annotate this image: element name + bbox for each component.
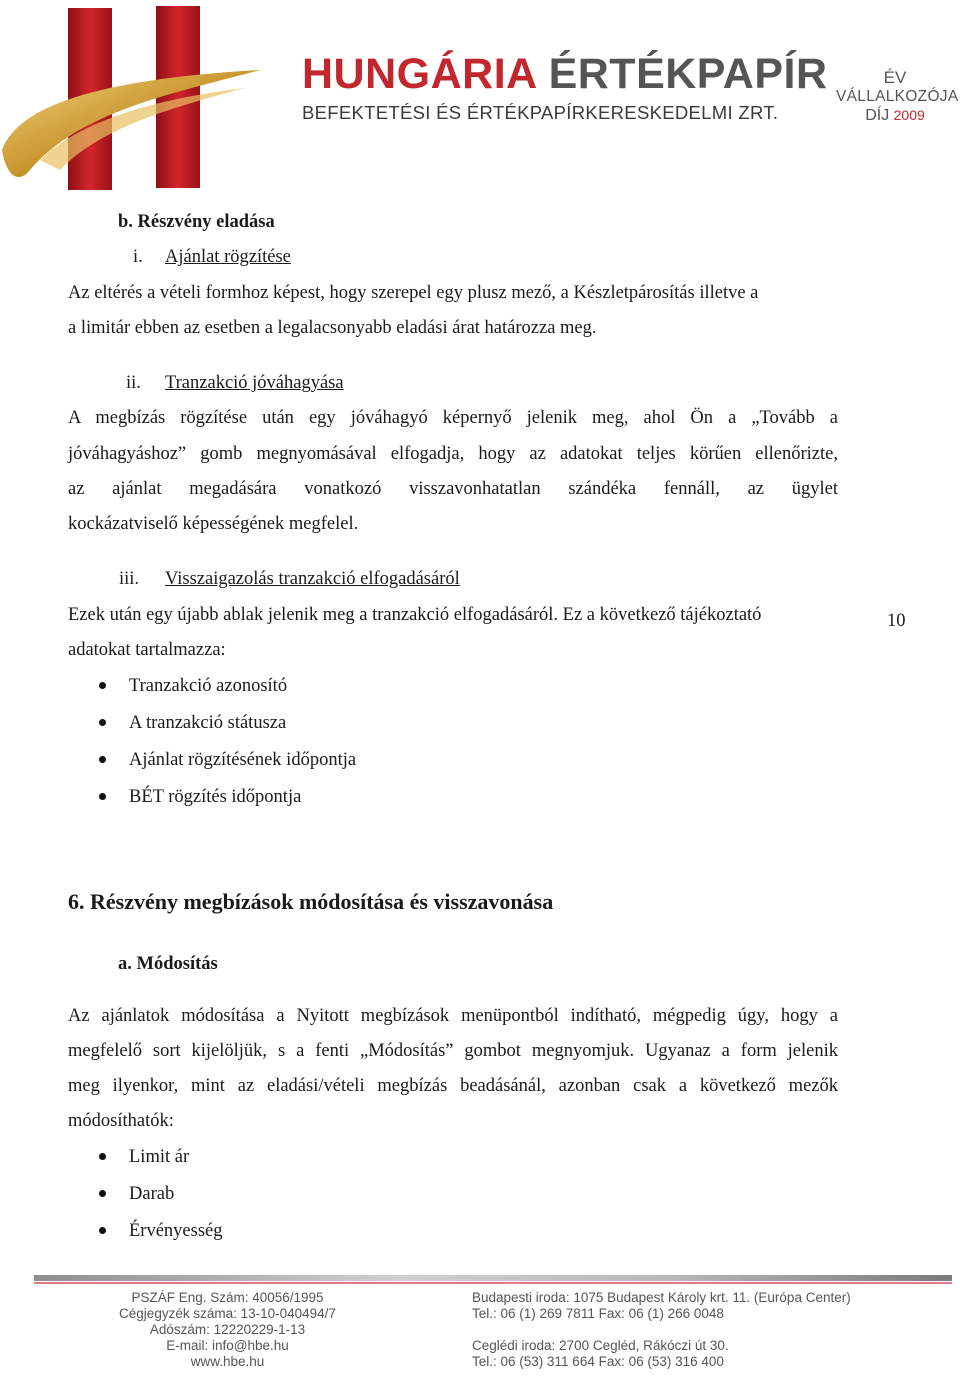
award-dij: DÍJ [865,107,890,124]
footer-divider-accent [34,1282,952,1284]
section-6-line-2: megfelelő sort kijelöljük, s a fenti „Módosítás” gombot megnyomjuk. Ugyanaz a form jelenik [68,1041,838,1061]
list-item: BÉT rögzítés időpontja [129,787,302,807]
item-iii-line-1: Ezek után egy újabb ablak jelenik meg a tranzakció elfogadásáról. Ez a következő tájékoztató [68,605,762,625]
bullet-icon [99,719,106,726]
footer-budapest-office: Budapesti iroda: 1075 Budapest Károly krt. 11. (Európa Center) [472,1290,851,1305]
item-i-number: i. [133,247,143,267]
bullet-icon [99,793,106,800]
item-ii-line-2: jóváhagyáshoz” gomb megnyomásával elfogadja, hogy az adatokat teljes körűen ellenőrizte, [68,444,838,464]
footer-cegled-phone: Tel.: 06 (53) 311 664 Fax: 06 (53) 316 400 [472,1354,724,1369]
item-ii-line-1: A megbízás rögzítése után egy jóváhagyó képernyő jelenik meg, ahol Ön a „Tovább a [68,408,838,428]
brand-name-gray: ÉRTÉKPAPÍR [548,50,828,98]
footer-company-reg: Cégjegyzék száma: 13-10-040494/7 [119,1306,336,1321]
award-line-2: VÁLLALKOZÓJA [836,88,959,105]
brand-subtitle: BEFEKTETÉSI ÉS ÉRTÉKPAPÍRKERESKEDELMI ZRT. [302,102,779,123]
award-line-3 [836,106,954,125]
footer-registration [0,1290,455,1370]
bullet-icon [99,1227,106,1234]
footer-tax-number: Adószám: 12220229-1-13 [149,1322,306,1337]
brand-title [302,50,828,99]
award-year: 2009 [893,107,925,123]
section-6-line-3: meg ilyenkor, mint az eladási/vételi megbízás beadásánál, azonban csak a következő mezők [68,1076,838,1096]
item-iii-number: iii. [119,569,140,589]
footer-budapest-phone: Tel.: 06 (1) 269 7811 Fax: 06 (1) 266 0048 [472,1306,724,1321]
item-iii-title: Visszaigazolás tranzakció elfogadásáról [165,569,460,589]
list-item: Darab [129,1184,175,1204]
item-iii-line-2: adatokat tartalmazza: [68,640,226,660]
section-b-heading: b. Részvény eladása [118,212,275,232]
item-i-title: Ajánlat rögzítése [165,247,291,267]
list-item: A tranzakció státusza [129,713,287,733]
item-ii-line-3: az ajánlat megadására vonatkozó visszavonhatatlan szándéka fennáll, az ügylet [68,479,838,499]
footer-offices [472,1290,851,1370]
footer-email: E-mail: info@hbe.hu [166,1338,289,1353]
section-6-line-1: Az ajánlatok módosítása a Nyitott megbízások menüpontból indítható, mégpedig úgy, hogy a [68,1006,838,1026]
bullet-icon [99,756,106,763]
bullet-icon [99,1190,106,1197]
award-line-1: ÉV [883,68,907,87]
section-6-heading: 6. Részvény megbízások módosítása és visszavonása [68,889,554,914]
item-i-line-1: Az eltérés a vételi formhoz képest, hogy szerepel egy plusz mező, a Készletpárosítás illetve a [68,283,759,303]
section-6-line-4: módosíthatók: [68,1111,174,1131]
list-item: Ajánlat rögzítésének időpontja [129,750,357,770]
footer-divider [34,1275,952,1281]
list-item: Limit ár [129,1147,190,1167]
footer-license: PSZÁF Eng. Szám: 40056/1995 [131,1290,324,1305]
item-ii-line-4: kockázatviselő képességének megfelel. [68,514,359,534]
footer-cegled-office: Ceglédi iroda: 2700 Cegléd, Rákóczi út 30. [472,1338,729,1353]
section-6a-heading: a. Módosítás [118,954,218,974]
brand-name-red: HUNGÁRIA [302,50,537,98]
company-logo [0,0,285,200]
award-badge [836,68,959,125]
list-item: Érvényesség [129,1221,223,1241]
bullet-icon [99,1153,106,1160]
item-i-line-2: a limitár ebben az esetben a legalacsonyabb eladási árat határozza meg. [68,318,597,338]
list-item: Tranzakció azonosító [129,676,288,696]
item-ii-title: Tranzakció jóváhagyása [165,373,344,393]
page-number: 10 [887,611,906,631]
footer-website: www.hbe.hu [190,1354,265,1369]
item-ii-number: ii. [126,373,141,393]
bullet-icon [99,682,106,689]
